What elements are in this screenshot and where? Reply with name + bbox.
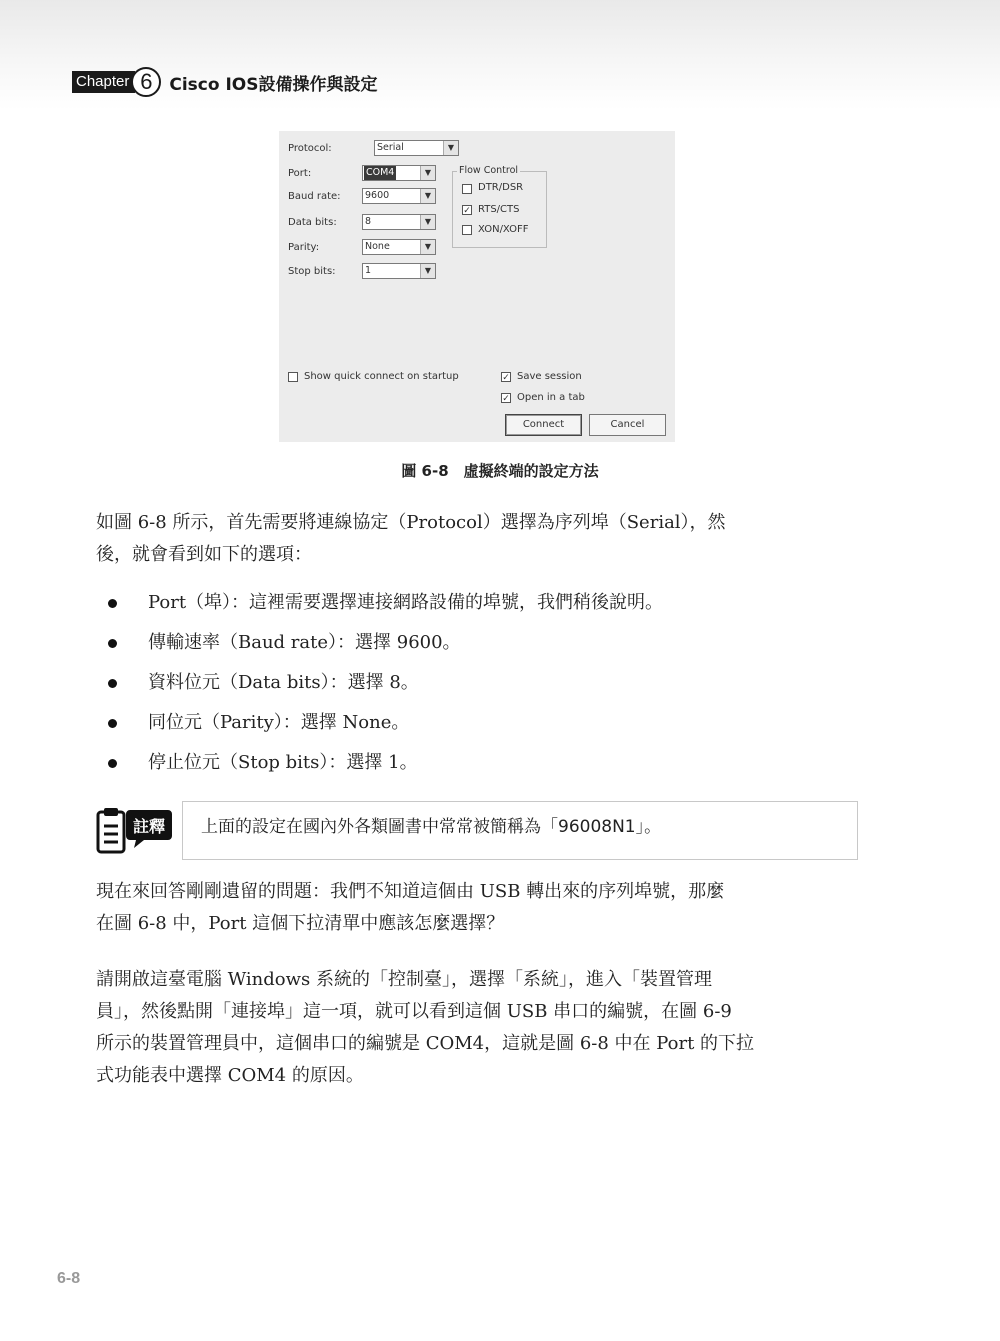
parity-select[interactable] <box>362 239 436 255</box>
list-item-text: 資料位元（Data bits）：選擇 8。 <box>148 672 419 693</box>
list-item <box>108 708 848 748</box>
paragraph-answer <box>96 964 858 1092</box>
data-bits-select[interactable] <box>362 214 436 230</box>
list-item <box>108 748 848 788</box>
stop-bits-label: Stop bits: <box>288 266 336 277</box>
note-clipboard-icon <box>96 806 174 856</box>
data-bits-value: 8 <box>365 216 372 227</box>
cancel-button[interactable]: Cancel <box>589 414 666 436</box>
connection-dialog-figure <box>279 131 675 442</box>
save-session-checkbox[interactable]: ✓ <box>502 373 510 383</box>
paragraph-line: 請開啟這臺電腦 Windows 系統的「控制臺」，選擇「系統」，進入「裝置管理 <box>96 969 712 990</box>
baud-rate-label: Baud rate: <box>288 191 341 202</box>
show-quick-connect-checkbox[interactable] <box>288 372 298 382</box>
port-value: COM4 <box>366 167 395 178</box>
note-icon-label: 註釋 <box>132 817 166 836</box>
stop-bits-select[interactable] <box>362 263 436 279</box>
flow-control-group <box>452 165 547 248</box>
bullet-dot-icon <box>108 639 117 648</box>
parity-label: Parity: <box>288 242 320 253</box>
baud-rate-select[interactable] <box>362 188 436 204</box>
paragraph-line: 所示的裝置管理員中，這個串口的編號是 COM4，這就是圖 6-8 中在 Port 的下拉 <box>96 1033 755 1054</box>
bullet-dot-icon <box>108 719 117 728</box>
paragraph-line: 現在來回答剛剛遺留的問題：我們不知道這個由 USB 轉出來的序列埠號，那麼 <box>96 881 725 902</box>
paragraph-line: 式功能表中選擇 COM4 的原因。 <box>96 1065 364 1086</box>
open-in-tab-label: Open in a tab <box>517 392 585 403</box>
paragraph-line: 員」，然後點開「連接埠」這一項，就可以看到這個 USB 串口的編號，在圖 6-9 <box>96 1001 732 1022</box>
dropdown-arrow-icon: ▼ <box>420 264 435 278</box>
list-item-text: 傳輸速率（Baud rate）：選擇 9600。 <box>148 632 461 653</box>
dropdown-arrow-icon: ▼ <box>420 189 435 203</box>
flow-control-title: Flow Control <box>459 165 519 176</box>
chapter-number: 6 <box>131 67 161 97</box>
list-item <box>108 668 848 708</box>
note-text: 上面的設定在國內外各類圖書中常常被簡稱為「96008N1」。 <box>201 817 662 837</box>
paragraph-question <box>96 876 858 940</box>
figure-caption: 圖 6-8 虛擬終端的設定方法 <box>401 462 599 480</box>
xon-xoff-checkbox[interactable] <box>462 225 472 235</box>
port-label: Port: <box>288 168 312 179</box>
dropdown-arrow-icon: ▼ <box>420 240 435 254</box>
page-number: 6-8 <box>57 1270 81 1287</box>
bullet-dot-icon <box>108 759 117 768</box>
bullet-dot-icon <box>108 679 117 688</box>
save-session-label: Save session <box>517 371 582 382</box>
paragraph-line: 如圖 6-8 所示，首先需要將連線協定（Protocol）選擇為序列埠（Serial），然 <box>96 512 726 533</box>
open-in-tab-checkbox[interactable]: ✓ <box>502 394 510 404</box>
list-item <box>108 628 848 668</box>
paragraph-line: 在圖 6-8 中，Port 這個下拉清單中應該怎麼選擇？ <box>96 913 505 934</box>
list-item-text: 同位元（Parity）：選擇 None。 <box>148 712 410 733</box>
show-quick-connect-label: Show quick connect on startup <box>304 371 459 382</box>
protocol-value: Serial <box>377 142 404 153</box>
port-select[interactable] <box>362 165 436 181</box>
chapter-label: Chapter <box>72 71 135 93</box>
protocol-label: Protocol: <box>288 143 332 154</box>
data-bits-label: Data bits: <box>288 217 337 228</box>
dropdown-arrow-icon: ▼ <box>420 166 435 180</box>
settings-bullet-list <box>108 588 848 788</box>
dtr-dsr-checkbox[interactable] <box>462 184 472 194</box>
list-item <box>108 588 848 628</box>
list-item-text: 停止位元（Stop bits）：選擇 1。 <box>148 752 418 773</box>
baud-rate-value: 9600 <box>365 190 390 201</box>
parity-value: None <box>365 241 390 252</box>
paragraph-line: 後，就會看到如下的選項： <box>96 544 312 565</box>
dtr-dsr-label: DTR/DSR <box>478 182 524 193</box>
connect-button[interactable]: Connect <box>505 414 582 436</box>
rts-cts-label: RTS/CTS <box>478 204 520 215</box>
chapter-header <box>72 64 378 100</box>
dropdown-arrow-icon: ▼ <box>420 215 435 229</box>
list-item-text: Port（埠）：這裡需要選擇連接網路設備的埠號，我們稍後說明。 <box>148 592 664 613</box>
protocol-select[interactable] <box>374 140 459 156</box>
dropdown-arrow-icon: ▼ <box>443 141 458 155</box>
rts-cts-checkbox[interactable]: ✓ <box>463 206 471 216</box>
chapter-title: Cisco IOS設備操作與設定 <box>169 74 378 95</box>
paragraph-intro <box>96 507 858 571</box>
stop-bits-value: 1 <box>365 265 372 276</box>
note-box <box>182 801 858 860</box>
bullet-dot-icon <box>108 599 117 608</box>
xon-xoff-label: XON/XOFF <box>478 224 529 235</box>
